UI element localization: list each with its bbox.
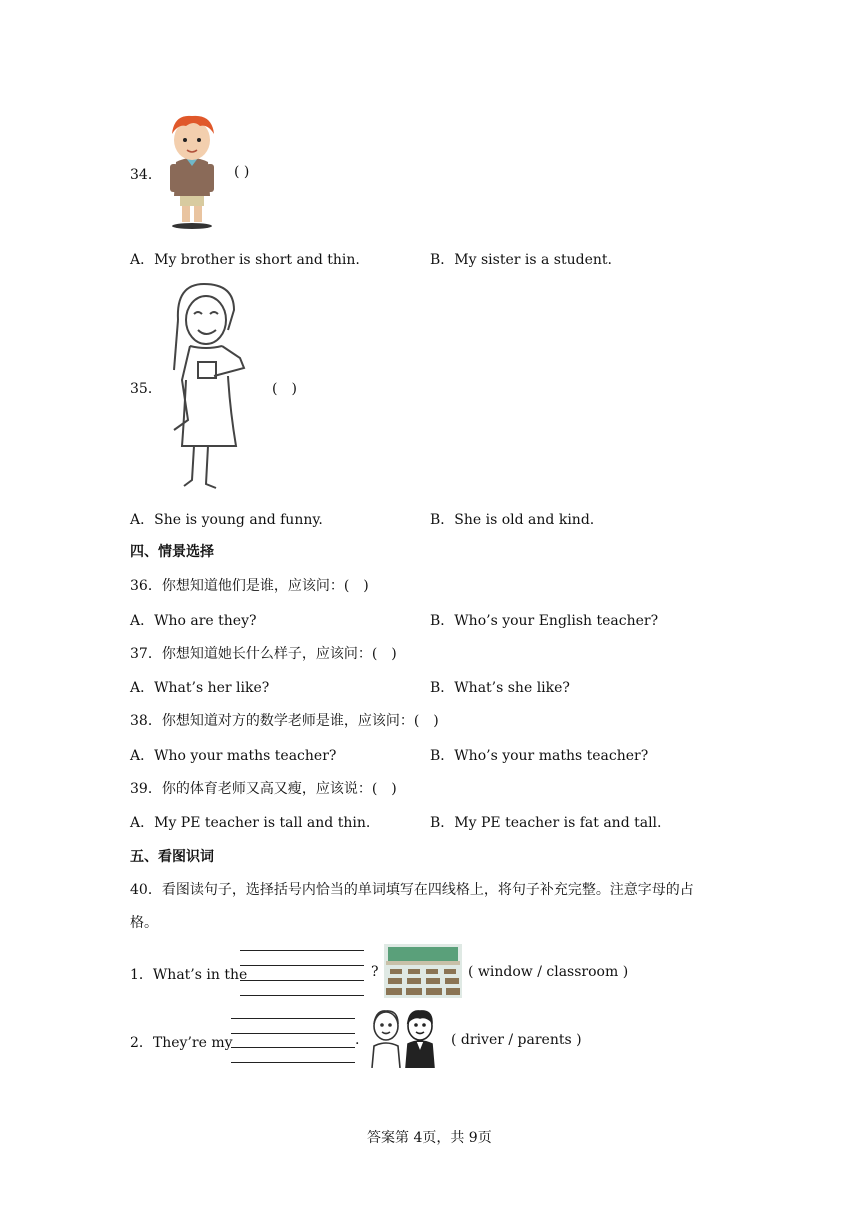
question-37-option-a[interactable]: A．What’s her like? [130,680,270,696]
question-38-option-b[interactable]: B．Who’s your maths teacher? [430,748,649,764]
item-2-four-line-grid-line-4 [231,1062,355,1063]
question-35-option-b[interactable]: B．She is old and kind. [430,512,595,528]
question-35-number: 35． [130,381,162,397]
question-37-text: 37．你想知道她长什么样子，应该问：( ) [130,646,397,662]
question-38-text: 38．你想知道对方的数学老师是谁，应该问：( ) [130,713,439,729]
boy-illustration [160,112,224,230]
item-2-four-line-grid-line-3 [231,1047,355,1048]
section-4-title: 四、情景选择 [130,544,214,560]
item-2-suffix: . [355,1032,360,1048]
question-36-text: 36．你想知道他们是谁，应该问：( ) [130,578,369,594]
question-39-option-b[interactable]: B．My PE teacher is fat and tall. [430,815,662,831]
item-1-prefix: 1．What’s in the [130,967,248,983]
item-2-choices: ( driver / parents ) [451,1032,582,1048]
question-34-answer-bracket[interactable]: ( ) [234,164,250,180]
question-40-instruction-line-2: 格。 [130,915,158,931]
question-36-option-a[interactable]: A．Who are they? [130,613,257,629]
question-34-option-b[interactable]: B．My sister is a student. [430,252,612,268]
item-1-four-line-grid-line-1 [240,950,364,951]
page-footer: 答案第 4页，共 9页 [367,1130,492,1146]
item-2-prefix: 2．They’re my [130,1035,233,1051]
question-34-option-a[interactable]: A．My brother is short and thin. [130,252,360,268]
question-38-option-a[interactable]: A．Who your maths teacher? [130,748,337,764]
item-2-four-line-grid-line-1 [231,1018,355,1019]
section-5-title: 五、看图识词 [130,849,214,865]
parents-picture [364,1008,444,1068]
classroom-picture [384,944,462,998]
item-1-four-line-grid-line-4 [240,995,364,996]
item-1-four-line-grid-line-2[interactable] [240,965,364,966]
question-35-option-a[interactable]: A．She is young and funny. [130,512,323,528]
question-34-number: 34． [130,167,162,183]
item-2-four-line-grid-line-2[interactable] [231,1033,355,1034]
question-39-text: 39．你的体育老师又高又瘦，应该说：( ) [130,781,397,797]
question-40-instruction-line-1: 40．看图读句子，选择括号内恰当的单词填写在四线格上，将句子补充完整。注意字母的占 [130,882,694,898]
item-1-four-line-grid-line-3 [240,980,364,981]
question-36-option-b[interactable]: B．Who’s your English teacher? [430,613,659,629]
question-37-option-b[interactable]: B．What’s she like? [430,680,570,696]
item-1-suffix: ? [371,964,379,980]
question-39-option-a[interactable]: A．My PE teacher is tall and thin. [130,815,371,831]
item-1-choices: ( window / classroom ) [468,964,629,980]
question-35-answer-bracket[interactable]: ( ) [272,381,297,397]
woman-illustration [164,280,250,494]
